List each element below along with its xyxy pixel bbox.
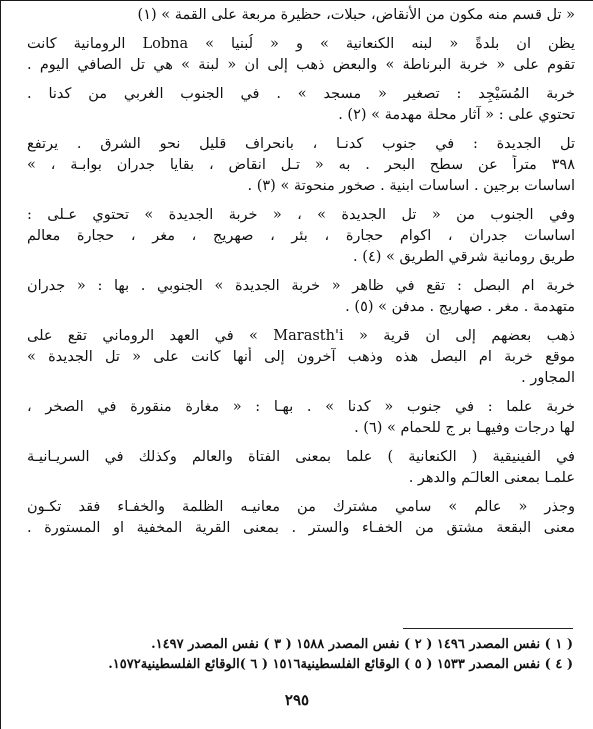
footnote-divider (403, 628, 573, 629)
page-body (27, 5, 575, 539)
text-line: علمـا بمعنى العالـَم والدهر . (408, 470, 575, 486)
text-line: تحتوي على : « آثار محلة مهدمة » (٢) . (338, 107, 575, 123)
text-line: اساسات برجين . اساسات ابنية . صخور منحوتة » (٣) . (247, 178, 575, 194)
text-line: في الفينيقية ( الكنعانية ) علما بمعنى الفتاة والعالم وكذلك في السريـانيـة (27, 449, 575, 465)
footnotes (25, 635, 573, 675)
text-line: اساسات جدران ، اكوام حجارة ، بئر ، صهريج ، مغر ، حجارة معالم (27, 228, 575, 244)
text-line: تقوم على « خربة البرناطة » والبعض ذهب إلى ان « لبنة » هي تل الصافي اليوم . (27, 57, 575, 73)
text-line: وجذر « عالم » سامي مشترك من معانيـه الظلمة والخفـاء فقد تكـون (27, 499, 575, 515)
text-line: موقع خربة ام البصل هذه وذهب آخرون إلى أنها كانت على « تل الجديدة » (27, 349, 575, 365)
text-line: يظن ان بلدةً « لبنه الكنعانية » و « لُبنيا » Lobna الرومانية كانت (27, 36, 575, 52)
text-line: وفي الجنوب من « تل الجديدة » ، « خربة الجديدة » تحتوي عـلى : (27, 207, 575, 223)
footnote-line: ( ١ ) نفس المصدر ١٤٩٦ ( ٢ ) نفس المصدر ١٥٨٨ ( ٣ ) نفس المصدر ١٤٩٧. (151, 637, 573, 652)
page-number: ٢٩٥ (284, 691, 310, 709)
text-line: ٣٩٨ متراً عن سطح البحر . به « تـل انقاض ، بقايا جدران بوابـة ، » (27, 157, 575, 173)
text-line: خربة ام البصل : تقع في ظاهر « خربة الجديدة » الجنوبي . بها : « جدران (27, 278, 575, 294)
text-line: معنى البقعة مشتق من الخفـاء والستر . بمعنى القرية المخفية او المستورة . (27, 520, 575, 536)
text-line: تل الجديدة : في جنوب كدنـا ، بانحراف قليل نحو الشرق . يرتفع (27, 136, 575, 152)
text-line: لها درجات وفيهـا بر ج للحمام » (٦) . (354, 420, 575, 436)
text-line: خربة المُسَيْجِد : تصغير « مسجد » . في الجنوب الغربي من كدنا . (27, 86, 575, 102)
text-line: خربة علما : في جنوب « كدنا » . بهـا : « مغارة منقورة في الصخر ، (27, 399, 575, 415)
text-line: ذهب بعضهم إلى ان قرية « Marasth'i » في العهد الروماني تقع على (27, 328, 575, 344)
text-line: طريق رومانية شرقي الطريق » (٤) . (353, 249, 575, 265)
text-line: المجاور . (521, 370, 575, 386)
text-line: « تل قسم منه مكون من الأنقاض، حبلات، حظيرة مربعة على القمة » (١) (137, 7, 575, 23)
text-line: متهدمة . مغر . صهاريج . مدفن » (٥) . (345, 299, 575, 315)
footnote-line: ( ٤ ) نفس المصدر ١٥٣٣ ( ٥ ) الوقائع الفلسطينية١٥١٦ ( ٦ )الوقائع الفلسطينية١٥٧٢. (108, 657, 573, 672)
